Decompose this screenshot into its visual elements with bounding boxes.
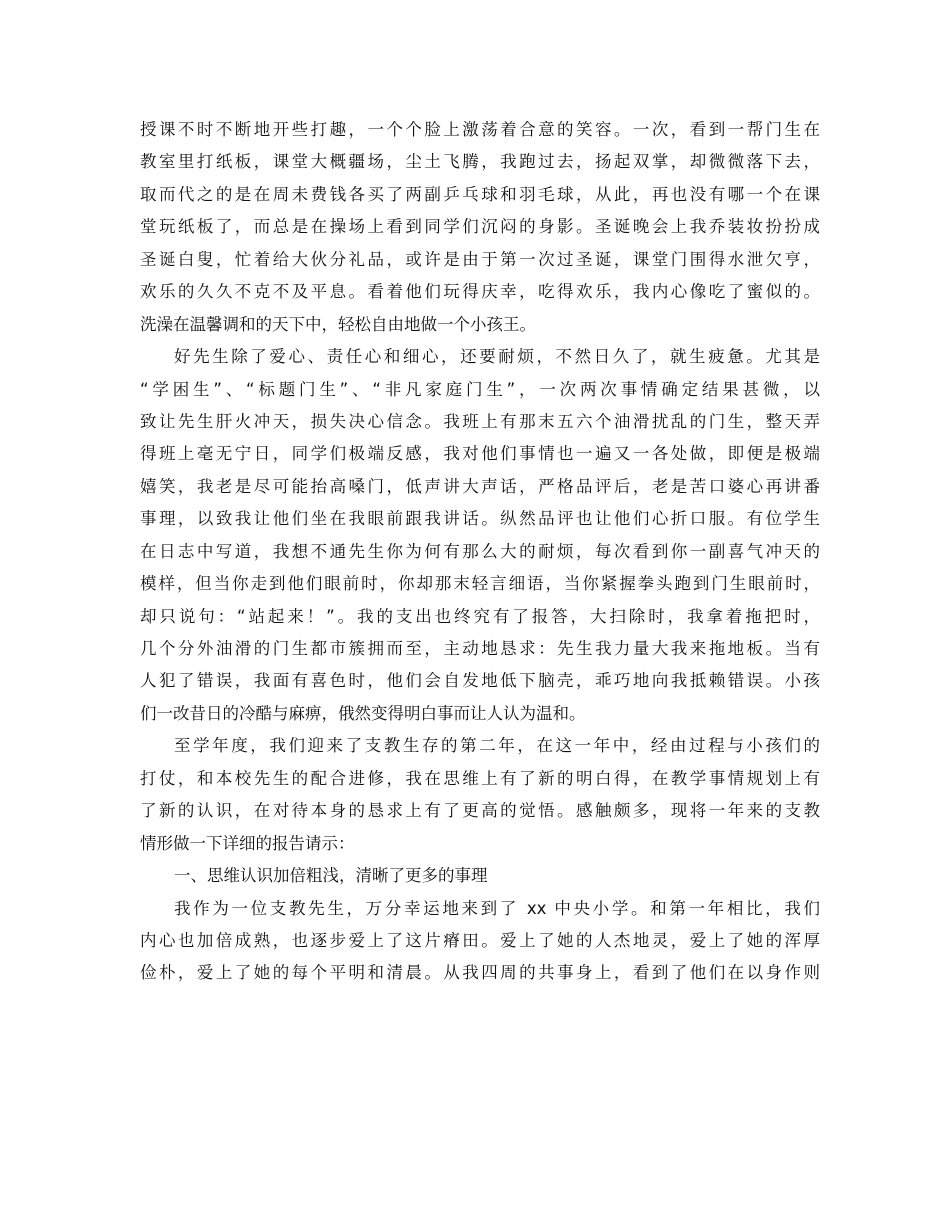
text-line: 至学年度，我们迎来了支教生存的第二年，在这一年中，经由过程与小孩们的 [174, 736, 820, 756]
text-line: 了新的认识，在对待本身的恳求上有了更高的觉悟。感触颇多，现将一年来的支教 [140, 801, 820, 821]
text-line: 一、思维认识加倍粗浅，清晰了更多的事理 [174, 866, 488, 886]
text-line: “学困生”、“标题门生”、“非凡家庭门生”，一次两次事情确定结果甚微，以 [140, 379, 820, 399]
text-line: 人犯了错误，我面有喜色时，他们会自发地低下脑壳，乖巧地向我抵赖错误。小孩 [140, 671, 820, 691]
text-line: 得班上毫无宁日，同学们极端反感，我对他们事情也一遍又一各处做，即便是极端 [140, 444, 820, 464]
text-line: 嬉笑，我老是尽可能抬高嗓门，低声讲大声话，严格品评后，老是苦口婆心再讲番 [140, 476, 820, 496]
text-line: 圣诞白叟，忙着给大伙分礼品，或许是由于第一次过圣诞，课堂门围得水泄欠亨， [140, 249, 820, 269]
document-body [140, 114, 820, 990]
text-line: 模样，但当你走到他们眼前时，你却那末轻言细语，当你紧握拳头跑到门生眼前时， [140, 574, 820, 594]
text-line: 欢乐的久久不克不及平息。看着他们玩得庆幸，吃得欢乐，我内心像吃了蜜似的。 [140, 282, 820, 302]
text-line: 取而代之的是在周未费钱各买了两副乒乓球和羽毛球，从此，再也没有哪一个在课 [140, 184, 820, 204]
text-line: 打仗，和本校先生的配合进修，我在思维上有了新的明白得，在教学事情规划上有 [140, 768, 820, 788]
text-line: 事理，以致我让他们坐在我眼前跟我讲话。纵然品评也让他们心折口服。有位学生 [140, 509, 820, 529]
text-line: 内心也加倍成熟，也逐步爱上了这片瘠田。爱上了她的人杰地灵，爱上了她的浑厚 [140, 930, 820, 950]
text-line: 们一改昔日的冷酷与麻痹，俄然变得明白事而让人认为温和。 [140, 703, 586, 723]
text-line: 教室里打纸板，课堂大概疆场，尘土飞腾，我跑过去，扬起双掌，却微微落下去， [140, 152, 820, 172]
text-line: 好先生除了爱心、责任心和细心，还要耐烦，不然日久了，就生疲惫。尤其是 [174, 347, 820, 367]
text-line: 授课不时不断地开些打趣，一个个脸上激荡着合意的笑容。一次，看到一帮门生在 [140, 120, 820, 139]
text-line: 在日志中写道，我想不通先生你为何有那么大的耐烦，每次看到你一副喜气冲天的 [140, 541, 820, 561]
text-line: 洗澡在温馨调和的天下中，轻松自由地做一个小孩王。 [140, 314, 536, 334]
text-line: 情形做一下详细的报告请示： [140, 833, 355, 853]
text-line: 致让先生肝火冲天，损失决心信念。我班上有那末五六个油滑扰乱的门生，整天弄 [140, 411, 820, 431]
text-line: 俭朴，爱上了她的每个平明和清晨。从我四周的共事身上，看到了他们在以身作则 [140, 963, 820, 983]
text-line: 却只说句：“站起来！”。我的支出也终究有了报答，大扫除时，我拿着拖把时， [140, 606, 820, 626]
text-line: 堂玩纸板了，而总是在操场上看到同学们沉闷的身影。圣诞晚会上我乔装妆扮扮成 [140, 217, 820, 237]
text-line: 几个分外油滑的门生都市簇拥而至，主动地恳求：先生我力量大我来拖地板。当有 [140, 639, 820, 658]
text-line: 我作为一位支教先生，万分幸运地来到了 xx 中央小学。和第一年相比，我们 [174, 898, 820, 918]
